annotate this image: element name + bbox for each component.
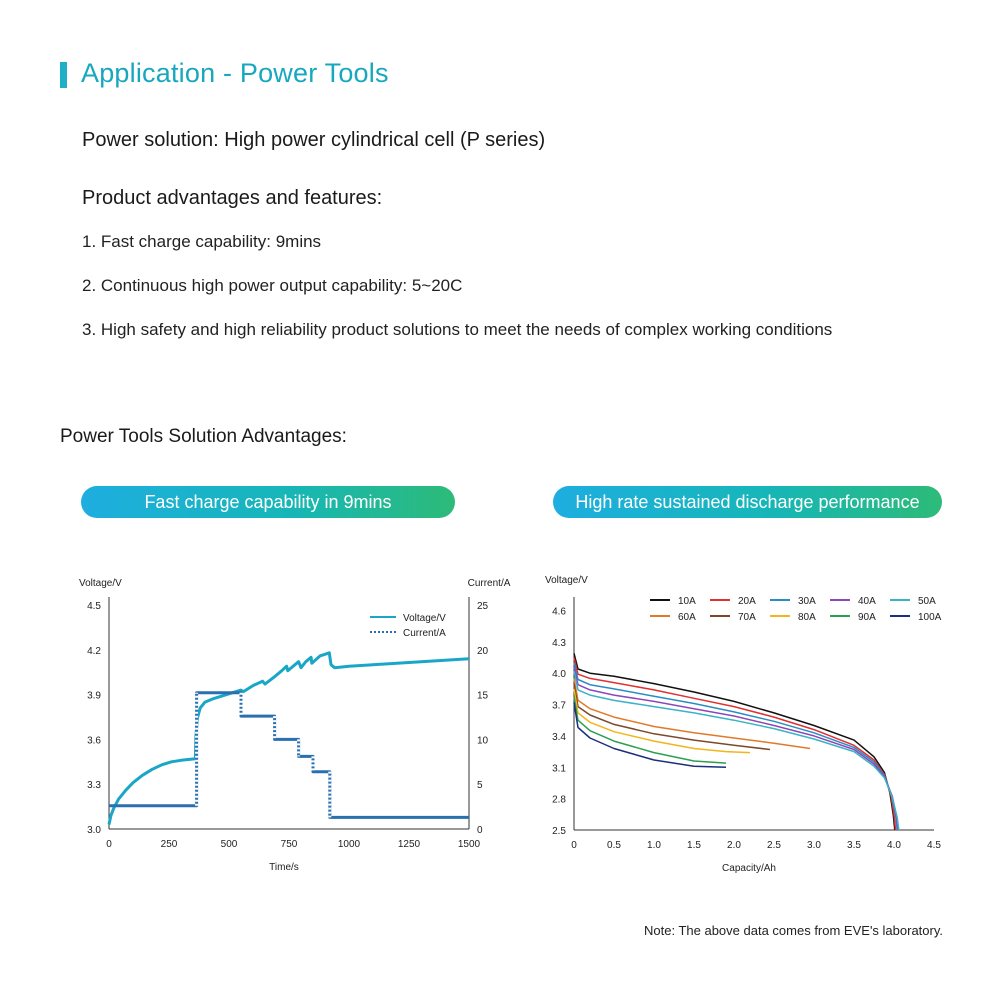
series-line-40a	[574, 667, 898, 830]
y-tick-label: 2.5	[552, 826, 566, 837]
legend-voltage-label: Voltage/V	[403, 613, 446, 624]
current-series-line	[109, 693, 469, 818]
power-solution-text: Power solution: High power cylindrical cell (P series)	[82, 129, 546, 151]
x-tick-label: 1000	[337, 839, 361, 850]
feature-item: 1. Fast charge capability: 9mins	[82, 232, 322, 251]
x-tick-label: 1.0	[647, 840, 661, 851]
y2-tick-label: 5	[477, 780, 483, 792]
y-axis-label: Voltage/V	[545, 575, 588, 586]
series-line-100a	[574, 703, 726, 768]
y-tick-label: 3.9	[87, 690, 101, 702]
feature-item: 3. High safety and high reliability product solutions to meet the needs of complex working conditions	[82, 320, 833, 339]
y-tick-label: 3.1	[552, 763, 566, 775]
x-tick-label: 4.5	[927, 840, 941, 851]
x-tick-label: 2.0	[727, 840, 741, 851]
x-tick-label: 3.5	[847, 840, 861, 851]
fast-charge-pill-label: Fast charge capability in 9mins	[144, 491, 392, 512]
y-tick-label: 4.6	[552, 606, 566, 618]
legend-label-20a: 20A	[738, 596, 756, 607]
solution-advantages-heading: Power Tools Solution Advantages:	[60, 426, 347, 447]
y-tick-label: 3.7	[552, 700, 566, 712]
legend-label-50a: 50A	[918, 596, 936, 607]
x-axis-label: Capacity/Ah	[722, 863, 776, 874]
x-tick-label: 250	[160, 839, 178, 850]
y-tick-label: 3.4	[552, 731, 566, 743]
feature-item: 2. Continuous high power output capability: 5~20C	[82, 276, 463, 295]
legend-label-100a: 100A	[918, 612, 942, 623]
legend-label-10a: 10A	[678, 596, 696, 607]
x-tick-label: 4.0	[887, 840, 901, 851]
discharge-pill	[553, 486, 942, 518]
y2-tick-label: 15	[477, 690, 489, 702]
y2-tick-label: 0	[477, 825, 483, 836]
legend-label-60a: 60A	[678, 612, 696, 623]
discharge-chart	[535, 565, 955, 885]
series-line-30a	[574, 663, 897, 830]
page-title: Application - Power Tools	[81, 58, 389, 88]
x-tick-label: 500	[220, 839, 238, 850]
x-tick-label: 0	[571, 840, 577, 851]
y-tick-label: 4.5	[87, 601, 101, 612]
y-tick-label: 4.0	[552, 669, 566, 681]
y2-tick-label: 25	[477, 601, 489, 612]
data-source-note: Note: The above data comes from EVE's laboratory.	[644, 923, 943, 938]
features-heading: Product advantages and features:	[82, 187, 383, 209]
x-tick-label: 2.5	[767, 840, 781, 851]
x-tick-label: 0	[106, 839, 112, 850]
y2-axis-label: Current/A	[467, 578, 511, 589]
title-accent-bar	[60, 62, 67, 88]
y-tick-label: 3.3	[87, 780, 101, 792]
x-tick-label: 0.5	[607, 840, 621, 851]
y-tick-label: 2.8	[552, 794, 566, 806]
legend-label-70a: 70A	[738, 612, 756, 623]
legend-label-30a: 30A	[798, 596, 816, 607]
fast-charge-pill	[81, 486, 455, 518]
y2-tick-label: 10	[477, 735, 489, 747]
x-tick-label: 1.5	[687, 840, 701, 851]
x-tick-label: 1250	[397, 839, 421, 850]
x-tick-label: 1500	[457, 839, 481, 850]
y-tick-label: 4.3	[552, 637, 566, 649]
x-tick-label: 3.0	[807, 840, 821, 851]
y-tick-label: 3.6	[87, 735, 101, 747]
x-axis-label: Time/s	[269, 862, 299, 873]
legend-current-label: Current/A	[403, 628, 446, 639]
legend-label-40a: 40A	[858, 596, 876, 607]
legend-label-90a: 90A	[858, 612, 876, 623]
y-tick-label: 4.2	[87, 645, 101, 657]
legend-label-80a: 80A	[798, 612, 816, 623]
fast-charge-chart	[60, 565, 511, 885]
y2-tick-label: 20	[477, 645, 489, 657]
discharge-pill-label: High rate sustained discharge performance	[575, 491, 920, 512]
x-tick-label: 750	[280, 839, 298, 850]
y-axis-label: Voltage/V	[79, 578, 122, 589]
y-tick-label: 3.0	[87, 825, 101, 836]
